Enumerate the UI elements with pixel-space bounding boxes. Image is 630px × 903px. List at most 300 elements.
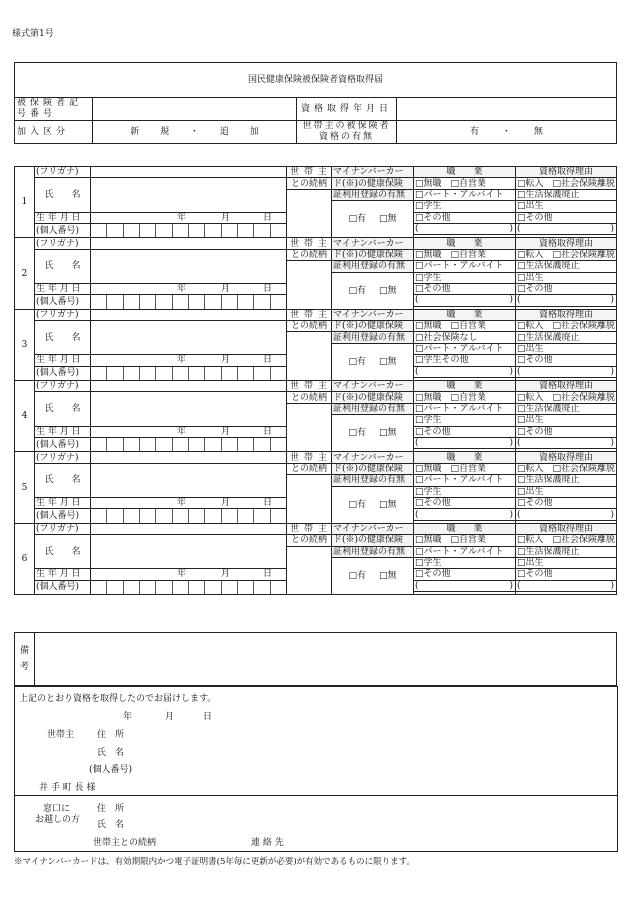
reason-option-3[interactable]: □出生 — [516, 415, 617, 426]
digit-box[interactable] — [155, 509, 171, 522]
person-6-row-2 — [15, 535, 617, 546]
birthdate-label: 生 年 月 日 — [35, 497, 91, 508]
digit-box[interactable] — [253, 581, 269, 594]
digit-box[interactable] — [172, 367, 188, 380]
month-label: 月 — [221, 355, 231, 366]
occupation-option-3[interactable]: □学生 — [414, 201, 516, 212]
reason-option-4[interactable]: □その他 — [516, 355, 617, 366]
relation-label-2: との続柄 — [287, 178, 332, 189]
individual-number-field[interactable] — [91, 580, 287, 594]
householder-number-label: (個人番号) — [89, 765, 133, 775]
furigana-label: (フリガナ) — [35, 452, 91, 463]
digit-box[interactable] — [106, 509, 122, 522]
paren-open: ( — [517, 438, 521, 449]
mynumber-options[interactable] — [332, 486, 414, 523]
individual-number-field[interactable] — [91, 509, 287, 523]
occupation-option-4[interactable]: □その他 — [414, 569, 516, 580]
person-1-row-1 — [15, 167, 617, 178]
digit-box[interactable] — [221, 438, 237, 451]
declaration-year: 年 — [123, 712, 133, 722]
reason-option-4[interactable]: □その他 — [516, 497, 617, 508]
occupation-option-3[interactable]: □学生 — [414, 415, 516, 426]
name-field[interactable] — [91, 321, 287, 355]
relation-field[interactable] — [287, 261, 332, 310]
month-label: 月 — [221, 497, 231, 508]
reason-option-4[interactable]: □その他 — [516, 569, 617, 580]
furigana-label: (フリガナ) — [35, 167, 91, 178]
relation-label-1: 世 帯 主 — [287, 238, 332, 249]
digit-box[interactable] — [155, 367, 171, 380]
birthdate-label: 生 年 月 日 — [35, 426, 91, 437]
relation-label-1: 世 帯 主 — [287, 452, 332, 463]
furigana-field[interactable] — [91, 452, 287, 463]
digit-box[interactable] — [237, 509, 253, 522]
digit-box[interactable] — [253, 224, 269, 237]
paren-close: ) — [610, 224, 614, 235]
name-field[interactable] — [91, 463, 287, 497]
digit-box[interactable] — [253, 438, 269, 451]
paren-close: ) — [610, 509, 614, 520]
digit-box[interactable] — [139, 367, 155, 380]
head-insured-label: 世帯主の被保険者資格の有無 — [297, 121, 397, 144]
digit-box[interactable] — [123, 224, 139, 237]
birthdate-field[interactable] — [91, 212, 287, 223]
digit-box[interactable] — [188, 367, 204, 380]
relation-field[interactable] — [287, 475, 332, 524]
birthdate-label: 生 年 月 日 — [35, 355, 91, 366]
occupation-option-1[interactable]: □無職 □自営業 — [414, 535, 516, 546]
digit-box[interactable] — [253, 509, 269, 522]
reason-option-4[interactable]: □その他 — [516, 426, 617, 437]
day-label: 日 — [263, 426, 273, 437]
month-label: 月 — [221, 426, 231, 437]
paren-open: ( — [415, 366, 419, 377]
mynumber-yes-checkbox[interactable]: □有 — [348, 428, 367, 439]
individual-number-field[interactable] — [91, 295, 287, 309]
paren-open: ( — [415, 509, 419, 520]
mynumber-options[interactable] — [332, 272, 414, 309]
footnote: ※マイナンバーカードは、有効期限内かつ電子証明書(5年毎に更新が必要)が有効であるものに限ります。 — [14, 857, 416, 867]
remarks-field[interactable] — [35, 633, 617, 686]
occupation-option-2[interactable]: □パート・アルバイト — [414, 403, 516, 414]
digit-box[interactable] — [270, 581, 286, 594]
digit-box[interactable] — [123, 581, 139, 594]
reason-option-2[interactable]: □生活保護廃止 — [516, 403, 617, 414]
header-table — [14, 62, 617, 144]
mynumber-yes-checkbox[interactable]: □有 — [348, 356, 367, 367]
contact-label: 連 絡 先 — [251, 838, 284, 848]
digit-box[interactable] — [204, 438, 220, 451]
mynumber-label-2: ド(※)の健康保険 — [332, 463, 414, 474]
reason-option-1[interactable]: □転入 □社会保険離脱 — [517, 392, 616, 403]
occupation-option-4[interactable]: □その他 — [414, 426, 516, 437]
digit-box[interactable] — [204, 509, 220, 522]
relation-label-2: との続柄 — [287, 463, 332, 474]
digit-box[interactable] — [91, 438, 106, 451]
paren-close: ) — [509, 295, 513, 306]
digit-box[interactable] — [204, 295, 220, 308]
occupation-other-field[interactable] — [414, 509, 516, 520]
relation-label-2: との続柄 — [287, 249, 332, 260]
paren-open: ( — [415, 580, 419, 591]
year-label: 年 — [177, 497, 187, 508]
relation-field[interactable] — [287, 332, 332, 381]
digit-box[interactable] — [139, 509, 155, 522]
birthdate-label: 生 年 月 日 — [35, 212, 91, 223]
reason-header: 資格取得理由 — [516, 452, 617, 463]
name-field[interactable] — [91, 392, 287, 426]
reason-other-field[interactable] — [516, 437, 617, 448]
occupation-option-2[interactable]: □パート・アルバイト — [414, 475, 516, 486]
reason-option-2[interactable]: □生活保護廃止 — [516, 332, 617, 343]
name-field[interactable] — [91, 535, 287, 569]
head-insured-options[interactable]: 有 ・ 無 — [397, 121, 617, 144]
declaration-month: 月 — [165, 712, 175, 722]
reason-option-3[interactable]: □出生 — [516, 343, 617, 354]
occupation-option-4[interactable]: □学生その他 — [414, 355, 516, 366]
birthdate-field[interactable] — [91, 355, 287, 366]
reason-other-field[interactable] — [516, 223, 617, 234]
paren-open: ( — [517, 295, 521, 306]
reason-option-2[interactable]: □生活保護廃止 — [516, 189, 617, 200]
digit-box[interactable] — [188, 295, 204, 308]
reason-option-2[interactable]: □生活保護廃止 — [516, 261, 617, 272]
reason-option-1[interactable]: □転入 □社会保険離脱 — [517, 463, 616, 474]
name-field[interactable] — [91, 249, 287, 283]
reason-option-2[interactable]: □生活保護廃止 — [516, 546, 617, 557]
form-title: 国民健康保険被保険者資格取得届 — [15, 63, 617, 98]
individual-number-digits — [91, 367, 286, 380]
digit-box[interactable] — [221, 224, 237, 237]
reason-other-field[interactable] — [516, 509, 617, 520]
occupation-other-field[interactable] — [414, 295, 516, 306]
declaration-block — [14, 686, 618, 852]
day-label: 日 — [263, 355, 273, 366]
householder-address-label: 住 所 — [97, 730, 125, 740]
digit-box[interactable] — [270, 438, 286, 451]
occupation-option-4[interactable]: □その他 — [414, 497, 516, 508]
digit-box[interactable] — [237, 367, 253, 380]
paren-open: ( — [517, 509, 521, 520]
relation-label-2: との続柄 — [287, 535, 332, 546]
digit-box[interactable] — [237, 438, 253, 451]
digit-box[interactable] — [106, 224, 122, 237]
person-3-row-2 — [15, 321, 617, 332]
mynumber-label-1: マイナンバーカー — [332, 167, 414, 178]
digit-box[interactable] — [91, 295, 106, 308]
occupation-option-4[interactable]: □その他 — [414, 283, 516, 294]
digit-box[interactable] — [123, 438, 139, 451]
mynumber-label-3: 証利用登録の有無 — [332, 332, 414, 343]
day-label: 日 — [263, 212, 273, 223]
reason-header: 資格取得理由 — [516, 309, 617, 320]
paren-close: ) — [509, 509, 513, 520]
enrollment-type-label: 加入区分 — [15, 121, 93, 144]
occupation-option-2[interactable]: □パート・アルバイト — [414, 189, 516, 200]
individual-number-digits — [91, 438, 286, 451]
digit-box[interactable] — [123, 295, 139, 308]
reason-option-1[interactable]: □転入 □社会保険離脱 — [517, 535, 616, 546]
digit-box[interactable] — [172, 438, 188, 451]
name-label: 氏 名 — [35, 249, 91, 283]
birthdate-field[interactable] — [91, 569, 287, 580]
occupation-header: 職 業 — [414, 452, 516, 463]
mynumber-no-checkbox[interactable]: □無 — [378, 214, 397, 225]
digit-box[interactable] — [188, 438, 204, 451]
mynumber-yes-checkbox[interactable]: □有 — [348, 499, 367, 510]
reason-option-3[interactable]: □出生 — [516, 201, 617, 212]
digit-box[interactable] — [270, 224, 286, 237]
furigana-field[interactable] — [91, 238, 287, 249]
digit-box[interactable] — [139, 438, 155, 451]
reason-option-1[interactable]: □転入 □社会保険離脱 — [517, 178, 616, 189]
relation-label-2: との続柄 — [287, 321, 332, 332]
digit-box[interactable] — [172, 295, 188, 308]
reason-option-3[interactable]: □出生 — [516, 486, 617, 497]
paren-close: ) — [509, 366, 513, 377]
declaration-day: 日 — [203, 712, 213, 722]
digit-box[interactable] — [91, 581, 106, 594]
paren-open: ( — [415, 438, 419, 449]
householder-label: 世帯主 — [47, 730, 75, 740]
person-4-row-1 — [15, 381, 617, 392]
digit-box[interactable] — [270, 509, 286, 522]
reason-header: 資格取得理由 — [516, 167, 617, 178]
digit-box[interactable] — [237, 295, 253, 308]
individual-number-field[interactable] — [91, 366, 287, 380]
relation-field[interactable] — [287, 546, 332, 595]
mynumber-options[interactable] — [332, 557, 414, 594]
digit-box[interactable] — [188, 581, 204, 594]
acquisition-date-label: 資格取得年月日 — [297, 98, 397, 121]
reason-option-4[interactable]: □その他 — [516, 212, 617, 223]
person-3-row-1 — [15, 309, 617, 320]
mynumber-label-1: マイナンバーカー — [332, 238, 414, 249]
digit-box[interactable] — [204, 224, 220, 237]
occupation-option-1[interactable]: □無職 □自営業 — [414, 463, 516, 474]
digit-box[interactable] — [237, 224, 253, 237]
paren-close: ) — [610, 366, 614, 377]
individual-number-digits — [91, 509, 286, 522]
enrollment-type-options[interactable]: 新 規 ・ 追 加 — [93, 121, 297, 144]
declaration-statement: 上記のとおり資格を取得したのでお届けします。 — [19, 694, 217, 704]
mynumber-yes-checkbox[interactable]: □有 — [348, 570, 367, 581]
paren-open: ( — [415, 224, 419, 235]
insured-number-label: 被保険者記号番号 — [15, 98, 93, 121]
name-label: 氏 名 — [35, 535, 91, 569]
person-index: 1 — [15, 167, 35, 238]
occupation-option-3[interactable]: □学生 — [414, 272, 516, 283]
year-label: 年 — [177, 212, 187, 223]
mynumber-no-checkbox[interactable]: □無 — [378, 285, 397, 296]
furigana-label: (フリガナ) — [35, 309, 91, 320]
occupation-option-2[interactable]: □社会保険なし — [414, 332, 516, 343]
relation-field[interactable] — [287, 189, 332, 238]
mynumber-yes-checkbox[interactable]: □有 — [348, 285, 367, 296]
mynumber-options[interactable] — [332, 343, 414, 380]
reason-option-1[interactable]: □転入 □社会保険離脱 — [517, 249, 616, 260]
year-label: 年 — [177, 283, 187, 294]
day-label: 日 — [263, 283, 273, 294]
digit-box[interactable] — [106, 367, 122, 380]
mynumber-label-2: ド(※)の健康保険 — [332, 249, 414, 260]
relation-label-1: 世 帯 主 — [287, 309, 332, 320]
individual-number-label: (個人番号) — [35, 223, 91, 237]
digit-box[interactable] — [253, 295, 269, 308]
occupation-option-1[interactable]: □無職 □自営業 — [414, 178, 516, 189]
name-label: 氏 名 — [35, 321, 91, 355]
mynumber-label-1: マイナンバーカー — [332, 452, 414, 463]
occupation-option-3[interactable]: □パート・アルバイト — [414, 343, 516, 354]
digit-box[interactable] — [237, 581, 253, 594]
mynumber-no-checkbox[interactable]: □無 — [378, 499, 397, 510]
paren-open: ( — [517, 366, 521, 377]
furigana-field[interactable] — [91, 309, 287, 320]
digit-box[interactable] — [106, 581, 122, 594]
occupation-option-1[interactable]: □無職 □自営業 — [414, 392, 516, 403]
digit-box[interactable] — [221, 295, 237, 308]
person-5-row-1 — [15, 452, 617, 463]
birthdate-field[interactable] — [91, 283, 287, 294]
digit-box[interactable] — [188, 509, 204, 522]
person-index: 6 — [15, 523, 35, 594]
occupation-option-2[interactable]: □パート・アルバイト — [414, 546, 516, 557]
digit-box[interactable] — [123, 509, 139, 522]
reason-other-field[interactable] — [516, 295, 617, 306]
mynumber-yes-checkbox[interactable]: □有 — [348, 214, 367, 225]
mynumber-label-2: ド(※)の健康保険 — [332, 178, 414, 189]
digit-box[interactable] — [172, 224, 188, 237]
mynumber-no-checkbox[interactable]: □無 — [378, 356, 397, 367]
mynumber-label-3: 証利用登録の有無 — [332, 475, 414, 486]
digit-box[interactable] — [139, 224, 155, 237]
occupation-option-2[interactable]: □パート・アルバイト — [414, 261, 516, 272]
paren-close: ) — [509, 580, 513, 591]
person-6-row-1 — [15, 523, 617, 534]
paren-close: ) — [610, 295, 614, 306]
mynumber-options[interactable] — [332, 415, 414, 452]
digit-box[interactable] — [270, 295, 286, 308]
individual-number-digits — [91, 224, 286, 237]
digit-box[interactable] — [155, 224, 171, 237]
digit-box[interactable] — [172, 581, 188, 594]
day-label: 日 — [263, 569, 273, 580]
digit-box[interactable] — [221, 509, 237, 522]
birthdate-field[interactable] — [91, 497, 287, 508]
occupation-option-1[interactable]: □無職 □自営業 — [414, 321, 516, 332]
relation-label: 世帯主との続柄 — [93, 838, 157, 848]
reason-option-1[interactable]: □転入 □社会保険離脱 — [517, 321, 616, 332]
digit-box[interactable] — [155, 438, 171, 451]
individual-number-field[interactable] — [91, 223, 287, 237]
occupation-option-1[interactable]: □無職 □自営業 — [414, 249, 516, 260]
occupation-header: 職 業 — [414, 523, 516, 534]
declaration-divider — [15, 795, 617, 796]
occupation-header: 職 業 — [414, 309, 516, 320]
form-number: 様式第1号 — [12, 29, 54, 39]
relation-label-1: 世 帯 主 — [287, 381, 332, 392]
digit-box[interactable] — [221, 581, 237, 594]
paren-open: ( — [415, 295, 419, 306]
digit-box[interactable] — [270, 367, 286, 380]
digit-box[interactable] — [204, 581, 220, 594]
digit-box[interactable] — [155, 295, 171, 308]
individual-number-label: (個人番号) — [35, 437, 91, 451]
digit-box[interactable] — [139, 295, 155, 308]
reason-option-4[interactable]: □その他 — [516, 283, 617, 294]
mynumber-label-2: ド(※)の健康保険 — [332, 321, 414, 332]
reason-header: 資格取得理由 — [516, 238, 617, 249]
digit-box[interactable] — [221, 367, 237, 380]
mynumber-options[interactable] — [332, 201, 414, 238]
acquisition-date-field[interactable] — [397, 98, 617, 121]
insured-number-field[interactable] — [93, 98, 297, 121]
visitor-name-label: 氏 名 — [97, 820, 125, 830]
reason-option-3[interactable]: □出生 — [516, 557, 617, 568]
digit-box[interactable] — [106, 438, 122, 451]
paren-close: ) — [509, 438, 513, 449]
mynumber-no-checkbox[interactable]: □無 — [378, 570, 397, 581]
year-label: 年 — [177, 569, 187, 580]
digit-box[interactable] — [91, 367, 106, 380]
digit-box[interactable] — [155, 581, 171, 594]
furigana-field[interactable] — [91, 167, 287, 178]
spacer — [516, 592, 617, 595]
persons-table — [14, 166, 617, 595]
occupation-option-3[interactable]: □学生 — [414, 557, 516, 568]
person-index: 4 — [15, 381, 35, 452]
digit-box[interactable] — [91, 509, 106, 522]
birthdate-field[interactable] — [91, 426, 287, 437]
reason-other-field[interactable] — [516, 580, 617, 591]
digit-box[interactable] — [123, 367, 139, 380]
occupation-option-4[interactable]: □その他 — [414, 212, 516, 223]
furigana-field[interactable] — [91, 381, 287, 392]
occupation-other-field[interactable] — [414, 437, 516, 448]
relation-label-2: との続柄 — [287, 392, 332, 403]
visitor-label-2: お越しの方 — [35, 815, 81, 825]
visitor-label-1: 窓口に — [43, 804, 71, 814]
remarks-table — [14, 632, 617, 686]
furigana-field[interactable] — [91, 523, 287, 534]
digit-box[interactable] — [172, 509, 188, 522]
month-label: 月 — [221, 283, 231, 294]
individual-number-label: (個人番号) — [35, 509, 91, 523]
name-label: 氏 名 — [35, 463, 91, 497]
digit-box[interactable] — [188, 224, 204, 237]
occupation-option-3[interactable]: □学生 — [414, 486, 516, 497]
furigana-label: (フリガナ) — [35, 523, 91, 534]
name-field[interactable] — [91, 178, 287, 212]
day-label: 日 — [263, 497, 273, 508]
digit-box[interactable] — [253, 367, 269, 380]
relation-field[interactable] — [287, 403, 332, 452]
mynumber-no-checkbox[interactable]: □無 — [378, 428, 397, 439]
reason-option-2[interactable]: □生活保護廃止 — [516, 475, 617, 486]
occupation-other-field[interactable] — [414, 223, 516, 234]
occupation-other-field[interactable] — [414, 366, 516, 377]
occupation-other-field[interactable] — [414, 580, 516, 591]
digit-box[interactable] — [139, 581, 155, 594]
digit-box[interactable] — [204, 367, 220, 380]
furigana-label: (フリガナ) — [35, 381, 91, 392]
reason-other-field[interactable] — [516, 366, 617, 377]
individual-number-field[interactable] — [91, 437, 287, 451]
reason-option-3[interactable]: □出生 — [516, 272, 617, 283]
digit-box[interactable] — [106, 295, 122, 308]
digit-box[interactable] — [91, 224, 106, 237]
paren-open: ( — [517, 580, 521, 591]
